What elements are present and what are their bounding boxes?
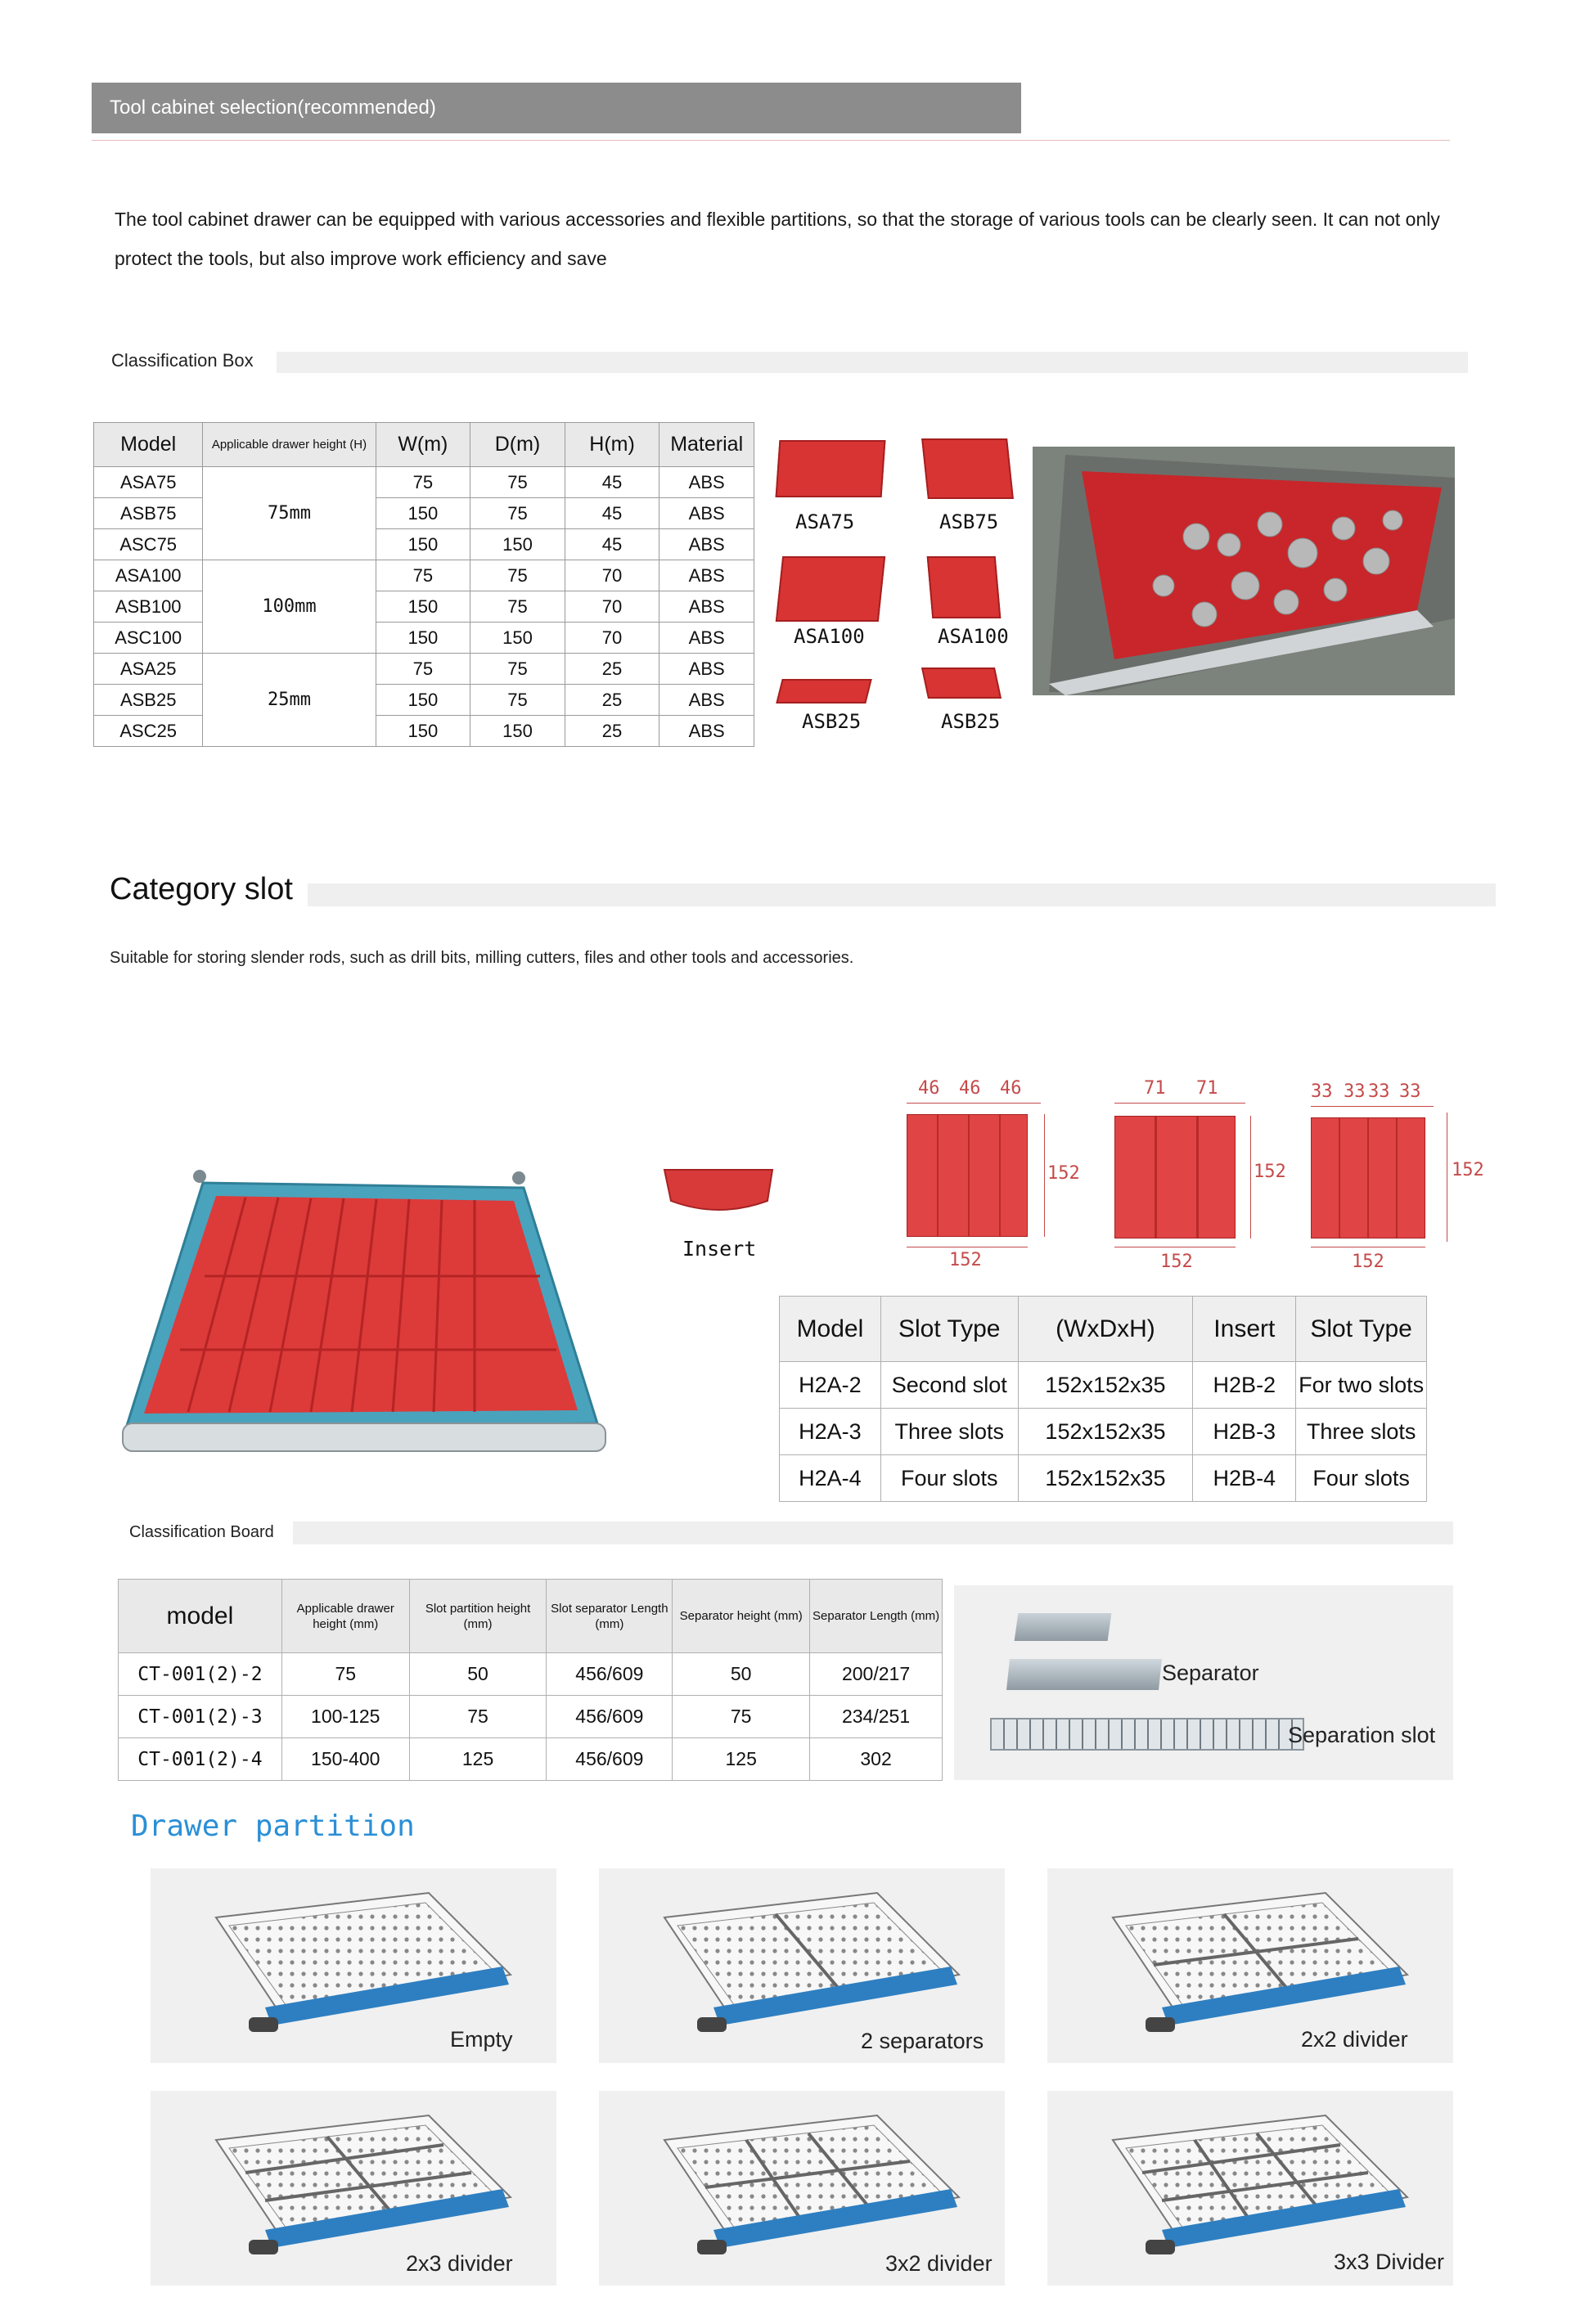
cell-model: ASC75	[94, 529, 203, 560]
partition-label: 3x3 Divider	[1334, 2250, 1445, 2274]
cell-height: 75mm	[203, 467, 376, 560]
cell: 456/609	[547, 1696, 673, 1738]
dim-label: 46	[959, 1078, 981, 1099]
cell: Second slot	[880, 1362, 1018, 1409]
cell-height: 25mm	[203, 654, 376, 747]
cell: H2B-2	[1193, 1362, 1296, 1409]
col-header: model	[119, 1580, 282, 1653]
col-header: D(m)	[470, 423, 565, 467]
col-header: Separator height (mm)	[673, 1580, 810, 1653]
cell-material: ABS	[659, 591, 754, 623]
box-caption: ASA100	[794, 625, 865, 648]
slot-diagram-2	[900, 1078, 1080, 1270]
col-header: Model	[94, 423, 203, 467]
section-bar	[293, 1522, 1453, 1544]
insert-image	[661, 1168, 776, 1220]
cell: 75	[673, 1696, 810, 1738]
table-row	[119, 1738, 943, 1781]
cell-w: 150	[376, 685, 470, 716]
table-row	[119, 1696, 943, 1738]
cell: H2B-3	[1193, 1409, 1296, 1455]
slot-tray	[1311, 1117, 1425, 1238]
table-row	[94, 467, 754, 498]
partition-label: 3x2 divider	[885, 2251, 993, 2276]
cell-h: 25	[565, 654, 659, 685]
separation-slot-image	[990, 1718, 1304, 1751]
classification-board-label: Classification Board	[129, 1523, 274, 1541]
header-divider	[92, 140, 1450, 141]
table-row	[94, 685, 754, 716]
dim-label: 33	[1311, 1081, 1333, 1102]
intro-paragraph: The tool cabinet drawer can be equipped with various accessories and flexible partitions, so that the storage of various tools can be clearly seen. It can not only protect the tools, but also improve work efficiency and save	[115, 209, 1440, 269]
cell: 50	[409, 1653, 547, 1696]
col-header: Slot partition height (mm)	[409, 1580, 547, 1653]
col-header: Material	[659, 423, 754, 467]
dim-label: 71	[1144, 1078, 1166, 1099]
dim-label: 46	[1000, 1078, 1022, 1099]
separator-label: Separator	[1162, 1661, 1259, 1685]
cell: For two slots	[1296, 1362, 1427, 1409]
category-slot-description: Suitable for storing slender rods, such as drill bits, milling cutters, files and other tools and accessories.	[110, 949, 854, 967]
cell-model: ASB25	[94, 685, 203, 716]
table-row	[94, 591, 754, 623]
cell: 456/609	[547, 1738, 673, 1781]
dim-label: 152	[1160, 1252, 1193, 1272]
box-caption: ASA75	[795, 510, 855, 533]
separation-slot-label: Separation slot	[1288, 1723, 1436, 1747]
cell-w: 75	[376, 560, 470, 591]
cell-d: 150	[470, 623, 565, 654]
cell-model: ASB100	[94, 591, 203, 623]
cell: Three slots	[880, 1409, 1018, 1455]
box-asb75-image	[921, 438, 1014, 499]
dim-label: 71	[1196, 1078, 1218, 1099]
cell-d: 75	[470, 685, 565, 716]
dim-label: 152	[1047, 1163, 1080, 1184]
col-header: Applicable drawer height (mm)	[281, 1580, 409, 1653]
col-header: (WxDxH)	[1018, 1297, 1193, 1362]
cell-d: 75	[470, 498, 565, 529]
partition-card-2x2	[1047, 1868, 1453, 2063]
box-caption: ASB25	[941, 710, 1001, 733]
cell-w: 75	[376, 467, 470, 498]
slot-tray	[907, 1114, 1028, 1237]
cell: 75	[281, 1653, 409, 1696]
cell-w: 150	[376, 716, 470, 747]
cell-d: 150	[470, 529, 565, 560]
box-caption: ASB25	[802, 710, 862, 733]
box-asb25-image	[776, 679, 871, 703]
cell-w: 150	[376, 591, 470, 623]
table-row	[94, 498, 754, 529]
partition-label: 2x2 divider	[1301, 2027, 1408, 2052]
dim-label: 152	[949, 1250, 982, 1270]
table-row	[94, 716, 754, 747]
dim-label: 152	[1352, 1252, 1384, 1272]
cell-h: 70	[565, 591, 659, 623]
cell-h: 25	[565, 716, 659, 747]
cell-h: 45	[565, 529, 659, 560]
col-header: Slot separator Length (mm)	[547, 1580, 673, 1653]
separator-panel	[954, 1585, 1453, 1780]
cell: 75	[409, 1696, 547, 1738]
partition-card-2-separators	[599, 1868, 1005, 2063]
cell-material: ABS	[659, 623, 754, 654]
cell: 302	[810, 1738, 943, 1781]
cell-material: ABS	[659, 498, 754, 529]
table-row	[94, 529, 754, 560]
col-header: Model	[780, 1297, 881, 1362]
dim-label: 152	[1452, 1160, 1484, 1180]
cell: 152x152x35	[1018, 1409, 1193, 1455]
category-slot-title: Category slot	[110, 872, 293, 906]
cell-material: ABS	[659, 654, 754, 685]
cell: Three slots	[1296, 1409, 1427, 1455]
drawer-partition-title: Drawer partition	[131, 1809, 415, 1843]
cell-h: 25	[565, 685, 659, 716]
col-header: Separator Length (mm)	[810, 1580, 943, 1653]
cell-d: 150	[470, 716, 565, 747]
partition-label: Empty	[450, 2027, 513, 2052]
table-row	[780, 1409, 1427, 1455]
box-asa75-image	[776, 440, 886, 497]
col-header: Slot Type	[1296, 1297, 1427, 1362]
col-header: H(m)	[565, 423, 659, 467]
cell: Four slots	[880, 1455, 1018, 1502]
cell-material: ABS	[659, 529, 754, 560]
box-asa100-image	[927, 556, 1002, 618]
cell-h: 45	[565, 467, 659, 498]
cell: 200/217	[810, 1653, 943, 1696]
cell-model: ASA75	[94, 467, 203, 498]
dim-label: 33	[1368, 1081, 1390, 1102]
table-row	[94, 560, 754, 591]
partition-card-3x3	[1047, 2091, 1453, 2286]
col-header: Insert	[1193, 1297, 1296, 1362]
cell: H2B-4	[1193, 1455, 1296, 1502]
table-row	[780, 1362, 1427, 1409]
cell-material: ABS	[659, 560, 754, 591]
partition-label: 2x3 divider	[406, 2251, 513, 2276]
cell: 152x152x35	[1018, 1455, 1193, 1502]
slot-drawer-image	[115, 1153, 614, 1464]
slot-tray	[1114, 1116, 1236, 1238]
dim-label: 46	[918, 1078, 940, 1099]
section-bar	[277, 352, 1468, 373]
cell-w: 150	[376, 498, 470, 529]
cell-model: ASB75	[94, 498, 203, 529]
col-header: Applicable drawer height (H)	[203, 423, 376, 467]
cell-h: 45	[565, 498, 659, 529]
cell-w: 75	[376, 654, 470, 685]
cell: 125	[409, 1738, 547, 1781]
cell: 50	[673, 1653, 810, 1696]
cell-model: ASA100	[94, 560, 203, 591]
cell: H2A-4	[780, 1455, 881, 1502]
partition-card-3x2	[599, 2091, 1005, 2286]
box-caption: ASB75	[939, 510, 999, 533]
dim-label: 33	[1344, 1081, 1366, 1102]
box-asa100-image	[776, 556, 885, 622]
cell-material: ABS	[659, 685, 754, 716]
cell-material: ABS	[659, 716, 754, 747]
cell-model: ASA25	[94, 654, 203, 685]
cell-h: 70	[565, 560, 659, 591]
partition-label: 2 separators	[861, 2029, 984, 2053]
table-row	[94, 654, 754, 685]
cell: H2A-2	[780, 1362, 881, 1409]
cell-h: 70	[565, 623, 659, 654]
separator-image	[1015, 1613, 1112, 1641]
cell-w: 150	[376, 529, 470, 560]
table-row	[119, 1653, 943, 1696]
drawer-photo	[1033, 447, 1455, 695]
slot-diagram-3	[1108, 1078, 1286, 1272]
col-header: W(m)	[376, 423, 470, 467]
cell: 125	[673, 1738, 810, 1781]
section-bar	[308, 883, 1496, 906]
classification-box-table	[93, 422, 754, 747]
cell-d: 75	[470, 560, 565, 591]
partition-card-empty	[151, 1868, 556, 2063]
cell: 234/251	[810, 1696, 943, 1738]
cell: 150-400	[281, 1738, 409, 1781]
box-images	[769, 434, 1031, 744]
dim-label: 152	[1254, 1162, 1286, 1182]
section-header: Tool cabinet selection(recommended)	[92, 83, 1021, 133]
cell-model: ASC100	[94, 623, 203, 654]
cell: 456/609	[547, 1653, 673, 1696]
cell: 100-125	[281, 1696, 409, 1738]
cell-d: 75	[470, 591, 565, 623]
cell-d: 75	[470, 467, 565, 498]
cell-w: 150	[376, 623, 470, 654]
col-header: Slot Type	[880, 1297, 1018, 1362]
category-slot-table	[779, 1296, 1427, 1502]
box-caption: ASA100	[938, 625, 1009, 648]
cell: 152x152x35	[1018, 1362, 1193, 1409]
table-row	[780, 1455, 1427, 1502]
cell: Four slots	[1296, 1455, 1427, 1502]
box-asb25-image	[921, 668, 1002, 699]
dim-label: 33	[1399, 1081, 1421, 1102]
slot-diagram-4	[1306, 1080, 1494, 1272]
cell: H2A-3	[780, 1409, 881, 1455]
cell: CT-001(2)-2	[119, 1653, 282, 1696]
classification-box-label: Classification Box	[111, 350, 254, 371]
insert-label: Insert	[682, 1237, 757, 1261]
separator-image	[1006, 1659, 1162, 1690]
partition-card-2x3	[151, 2091, 556, 2286]
cell: CT-001(2)-4	[119, 1738, 282, 1781]
cell-height: 100mm	[203, 560, 376, 654]
cell-material: ABS	[659, 467, 754, 498]
cell-d: 75	[470, 654, 565, 685]
cell: CT-001(2)-3	[119, 1696, 282, 1738]
table-row	[94, 623, 754, 654]
cell-model: ASC25	[94, 716, 203, 747]
classification-board-table	[118, 1579, 943, 1781]
